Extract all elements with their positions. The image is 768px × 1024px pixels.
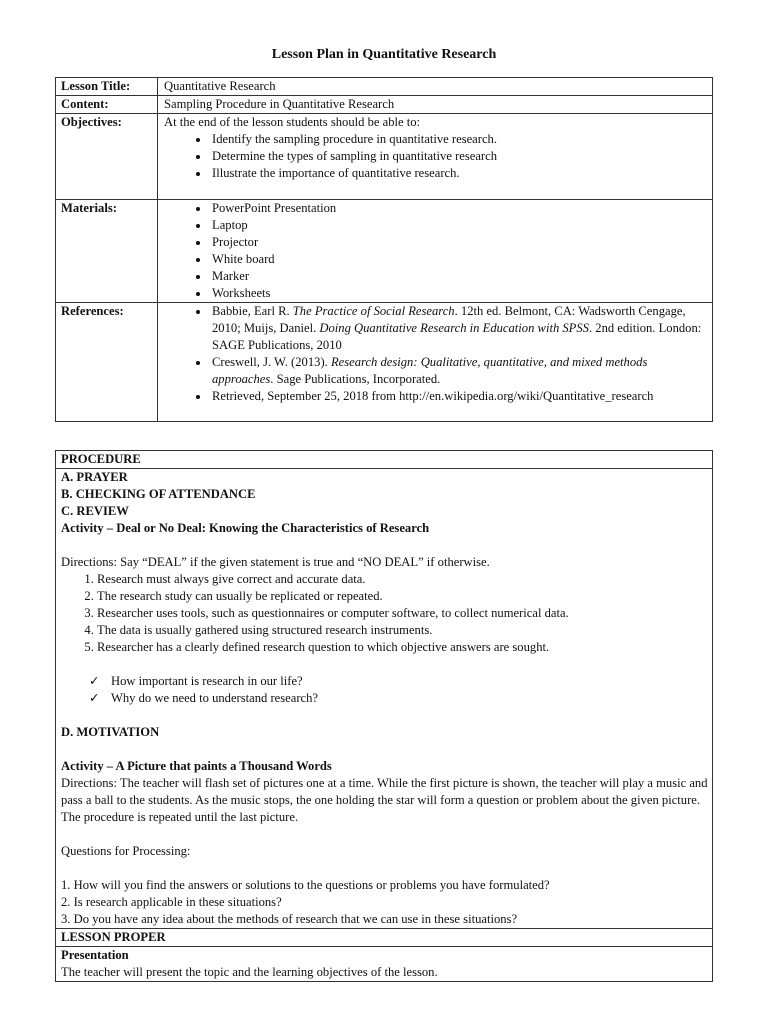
motivation-heading: D. MOTIVATION: [61, 725, 160, 739]
references-cell: [158, 303, 713, 422]
list-item: 2. The research study can usually be replicated or repeated.: [97, 588, 708, 605]
processing-label: Questions for Processing:: [61, 844, 191, 858]
review-heading: C. REVIEW: [61, 504, 129, 518]
list-item: • Identify the sampling procedure in quantitative research.: [210, 131, 706, 148]
list-item: • White board: [210, 251, 706, 268]
reference-item: • Retrieved, September 25, 2018 from http://en.wikipedia.org/wiki/Quantitative_research: [210, 388, 706, 405]
statements-list: [61, 571, 708, 656]
list-item: 3. Researcher uses tools, such as questionnaires or computer software, to collect numerical data.: [97, 605, 708, 622]
content-value: Sampling Procedure in Quantitative Research: [158, 96, 713, 114]
list-item: • Marker: [210, 268, 706, 285]
presentation-text: The teacher will present the topic and the learning objectives of the lesson.: [61, 965, 438, 979]
objectives-list: [164, 131, 706, 182]
processing-question: 2. Is research applicable in these situations?: [61, 895, 282, 909]
activity1-title: Activity – Deal or No Deal: Knowing the Characteristics of Research: [61, 521, 430, 535]
objectives-intro: At the end of the lesson students should be able to:: [164, 115, 421, 129]
list-item: • Laptop: [210, 217, 706, 234]
prayer-heading: A. PRAYER: [61, 470, 128, 484]
table-row: [56, 947, 713, 982]
processing-question: 1. How will you find the answers or solutions to the questions or problems you have formulated?: [61, 878, 550, 892]
table-row: [56, 451, 713, 469]
references-list: [164, 303, 706, 405]
objectives-label: Objectives:: [56, 114, 158, 200]
table-row: [56, 96, 713, 114]
list-item: • Worksheets: [210, 285, 706, 302]
checkmark-icon: ✓: [89, 674, 100, 688]
references-label: References:: [56, 303, 158, 422]
list-item: • PowerPoint Presentation: [210, 200, 706, 217]
materials-label: Materials:: [56, 200, 158, 303]
table-row: [56, 929, 713, 947]
presentation-heading: Presentation: [61, 948, 129, 962]
checkmark-icon: ✓: [89, 691, 100, 705]
list-item: ✓ How important is research in our life?: [89, 674, 303, 688]
check-questions-list: [61, 673, 708, 707]
table-row: [56, 469, 713, 929]
list-item: ✓ Why do we need to understand research?: [89, 691, 319, 705]
materials-list: [164, 200, 706, 302]
list-item: • Determine the types of sampling in quantitative research: [210, 148, 706, 165]
table-row: [56, 78, 713, 96]
list-item: • Illustrate the importance of quantitative research.: [210, 165, 706, 182]
lesson-info-table: [55, 77, 713, 422]
table-row: [56, 114, 713, 200]
table-row: [56, 303, 713, 422]
attendance-heading: B. CHECKING OF ATTENDANCE: [61, 487, 256, 501]
procedure-body: [56, 469, 713, 929]
page-title: Lesson Plan in Quantitative Research: [271, 47, 497, 62]
activity2-title: Activity – A Picture that paints a Thousand Words: [61, 759, 332, 773]
list-item: • Projector: [210, 234, 706, 251]
directions2: Directions: The teacher will flash set of pictures one at a time. While the first picture is shown, the teacher will play a music and pass a ball to the students. As the music stops, the one holding the star will form a question or problem about the given picture. The procedure is repeated until the last picture.: [61, 776, 708, 824]
objectives-cell: [158, 114, 713, 200]
reference-item: • Creswell, J. W. (2013). Research design: Qualitative, quantitative, and mixed methods approaches. Sage Publications, Incorporated.: [210, 354, 706, 388]
reference-item: • Babbie, Earl R. The Practice of Social Research. 12th ed. Belmont, CA: Wadsworth Cengage, 2010; Muijs, Daniel. Doing Quantitative Research in Education with SPSS. 2nd edition. London: SAGE Publications, 2010: [210, 303, 706, 354]
table-row: [56, 200, 713, 303]
list-item: 5. Researcher has a clearly defined research question to which objective answers are sought.: [97, 639, 708, 656]
presentation-cell: [56, 947, 713, 982]
materials-cell: [158, 200, 713, 303]
content-label: Content:: [56, 96, 158, 114]
procedure-heading: PROCEDURE: [56, 451, 713, 469]
lesson-proper-heading: LESSON PROPER: [56, 929, 713, 947]
lesson-title-label: Lesson Title:: [56, 78, 158, 96]
processing-question: 3. Do you have any idea about the methods of research that we can use in these situations?: [61, 912, 518, 926]
lesson-title-value: Quantitative Research: [158, 78, 713, 96]
list-item: 4. The data is usually gathered using structured research instruments.: [97, 622, 708, 639]
procedure-table: [55, 450, 713, 982]
list-item: 1. Research must always give correct and accurate data.: [97, 571, 708, 588]
directions1: Directions: Say “DEAL” if the given statement is true and “NO DEAL” if otherwise.: [61, 555, 490, 569]
